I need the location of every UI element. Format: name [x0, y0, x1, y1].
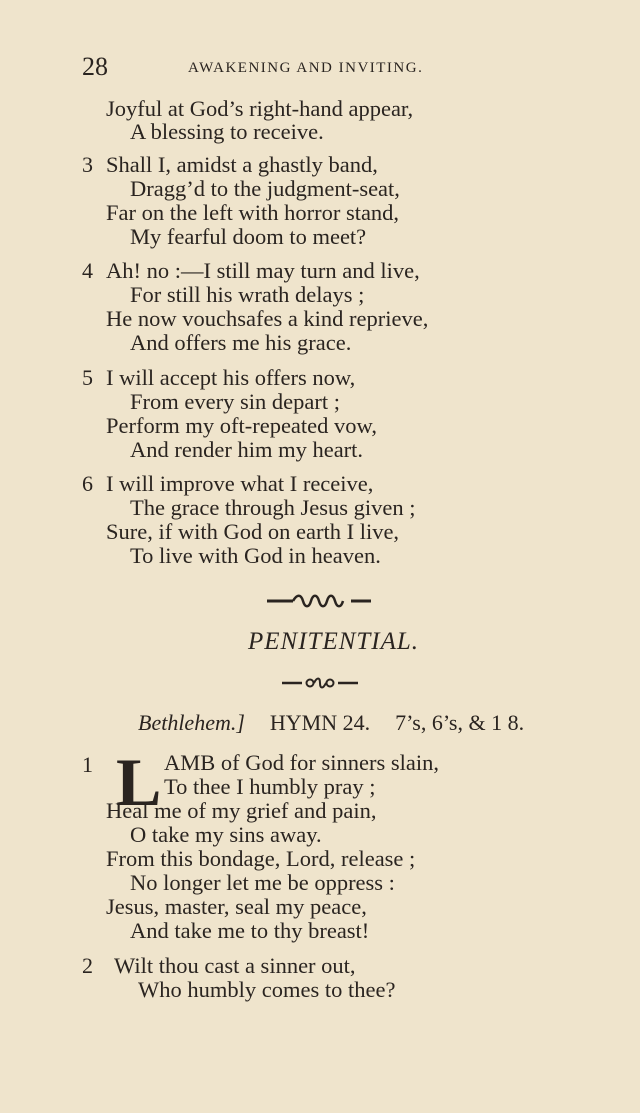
verse-line: Joyful at God’s right-hand appear,	[106, 96, 414, 121]
verse-line: Dragg’d to the judgment-seat,	[130, 176, 400, 201]
verse-number: 2	[82, 953, 93, 978]
verse-line: I will improve what I receive,	[106, 471, 374, 496]
page-header	[82, 52, 482, 82]
verse-line: No longer let me be oppress :	[130, 870, 395, 895]
section-title: PENITENTIAL.	[248, 628, 420, 655]
verse-line: From every sin depart ;	[130, 389, 340, 414]
verse-number: 6	[82, 471, 93, 496]
verse-line: From this bondage, Lord, release ;	[106, 846, 416, 871]
verse-line: Sure, if with God on earth I live,	[106, 519, 400, 544]
verse-line: The grace through Jesus given ;	[130, 495, 416, 520]
verse-line: To live with God in heaven.	[130, 543, 381, 568]
ornament-divider	[0, 675, 640, 691]
verse-line: I will accept his offers now,	[106, 365, 356, 390]
verse-line: O take my sins away.	[130, 822, 322, 847]
page-number: 28	[82, 52, 108, 81]
verse-line: To thee I humbly pray ;	[164, 774, 376, 799]
verse-number: 3	[82, 152, 93, 177]
verse-line: Shall I, amidst a ghastly band,	[106, 152, 378, 177]
verse-line: Perform my oft-repeated vow,	[106, 413, 377, 438]
hymn-meter: 7’s, 6’s, & 1 8.	[395, 710, 525, 735]
verse-line: A blessing to receive.	[130, 119, 324, 144]
verse-line: And take me to thy breast!	[130, 918, 370, 943]
verse-line: AMB of God for sinners slain,	[164, 750, 439, 775]
verse-line: He now vouchsafes a kind reprieve,	[106, 306, 429, 331]
hymn-heading	[138, 710, 524, 736]
verse-line: Jesus, master, seal my peace,	[106, 894, 367, 919]
verse-number: 1	[82, 752, 93, 777]
verse-line: My fearful doom to meet?	[130, 224, 367, 249]
hymn-label: HYMN 24.	[269, 710, 371, 735]
verse-line: For still his wrath delays ;	[130, 282, 365, 307]
verse-number: 5	[82, 365, 93, 390]
tune-name: Bethlehem.]	[138, 710, 245, 735]
verse-line: And offers me his grace.	[130, 330, 352, 355]
verse-line: Ah! no :—I still may turn and live,	[106, 258, 420, 283]
ornament-divider	[0, 592, 640, 610]
verse-line: And render him my heart.	[130, 437, 364, 462]
verse-line: Wilt thou cast a sinner out,	[114, 953, 356, 978]
verse-line: Heal me of my grief and pain,	[106, 798, 377, 823]
verse-line: Who humbly comes to thee?	[138, 977, 396, 1002]
verse-number: 4	[82, 258, 93, 283]
verse-line: Far on the left with horror stand,	[106, 200, 400, 225]
running-title: AWAKENING AND INVITING.	[188, 60, 424, 76]
drop-cap: L	[116, 744, 162, 820]
